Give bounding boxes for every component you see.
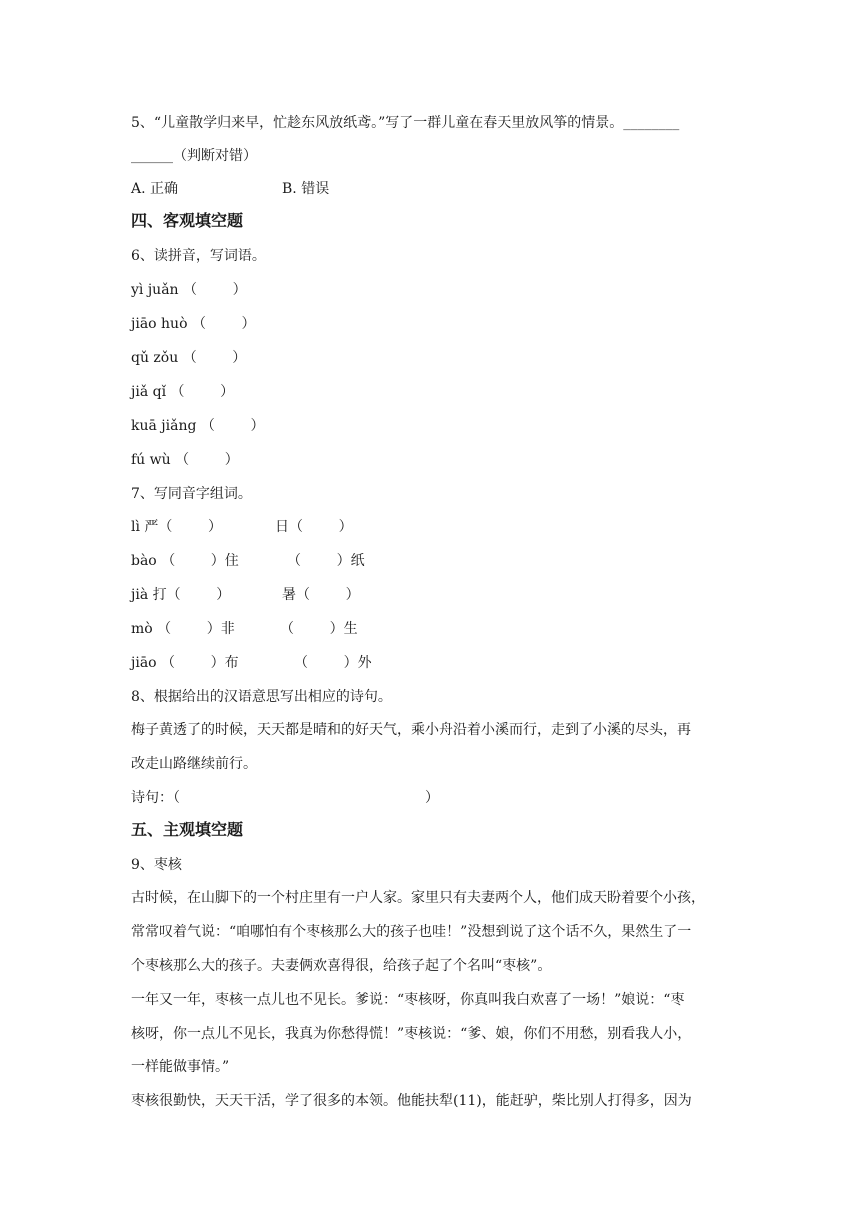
q5-option-a: A. 正确 [131,181,179,197]
q6-item: fú wù （ ） [131,452,239,468]
q9-paragraph3-line: 枣核很勤快，天天干活，学了很多的本领。他能扶犁(11)，能赶驴，柴比别人打得多，因为 [131,1093,692,1109]
q6-item: jiǎ qǐ （ ） [131,384,235,400]
q6-item: qǔ zǒu （ ） [131,350,247,366]
q7-row-left: jiāo （ ）布 [131,655,239,671]
q9-paragraph2-line: 一样能做事情。” [131,1059,230,1075]
q6-prompt: 6、读拼音，写词语。 [131,248,266,264]
q5-line2: ______（判断对错） [131,148,257,164]
section4-title: 四、客观填空题 [131,211,244,230]
q9-paragraph1-line: 古时候，在山脚下的一个村庄里有一户人家。家里只有夫妻两个人，他们成天盼着要个小孩， [131,890,705,906]
q5-line1: 5、“儿童散学归来早，忙趁东风放纸鸢。”写了一群儿童在春天里放风筝的情景。________ [131,115,680,131]
q5-option-b: B. 错误 [282,181,330,197]
q9-title: 9、枣核 [131,857,182,873]
q6-item: kuā jiǎng （ ） [131,418,265,434]
q6-item: jiāo huò （ ） [131,316,256,332]
q7-row-right: 日（ ） [275,519,353,535]
section5-title: 五、主观填空题 [131,820,244,839]
q7-row-left: lì 严（ ） [131,519,223,535]
q7-prompt: 7、写同音字组词。 [131,486,252,502]
q7-row-left: bào （ ）住 [131,553,239,569]
q8-meaning-line1: 梅子黄透了的时候，天天都是晴和的好天气，乘小舟沿着小溪而行，走到了小溪的尽头，再 [131,722,691,738]
q6-item: yì juǎn （ ） [131,282,247,298]
q9-paragraph2-line: 一年又一年，枣核一点儿也不见长。爹说：“枣核呀，你真叫我白欢喜了一场！”娘说：“枣 [131,992,685,1008]
q7-row-left: mò （ ）非 [131,621,235,637]
q8-meaning-line2: 改走山路继续前行。 [131,756,257,772]
q8-poem-label: 诗句：（ [131,790,180,806]
q7-row-left: jià 打（ ） [131,587,231,603]
q9-paragraph1-line: 个枣核那么大的孩子。夫妻俩欢喜得很，给孩子起了个名叫“枣核”。 [131,958,552,974]
q7-row-right: （ ）纸 [287,553,365,569]
q8-poem-close: ） [425,790,439,806]
q7-row-right: 暑（ ） [282,587,360,603]
q7-row-right: （ ）生 [280,621,358,637]
q7-row-right: （ ）外 [294,655,372,671]
q8-prompt: 8、根据给出的汉语意思写出相应的诗句。 [131,689,392,705]
q9-paragraph2-line: 核呀，你一点儿不见长，我真为你愁得慌！”枣核说：“爹、娘，你们不用愁，别看我人小， [131,1026,692,1042]
q9-paragraph1-line: 常常叹着气说：“咱哪怕有个枣核那么大的孩子也哇！”没想到说了这个话不久，果然生了一 [131,924,692,940]
